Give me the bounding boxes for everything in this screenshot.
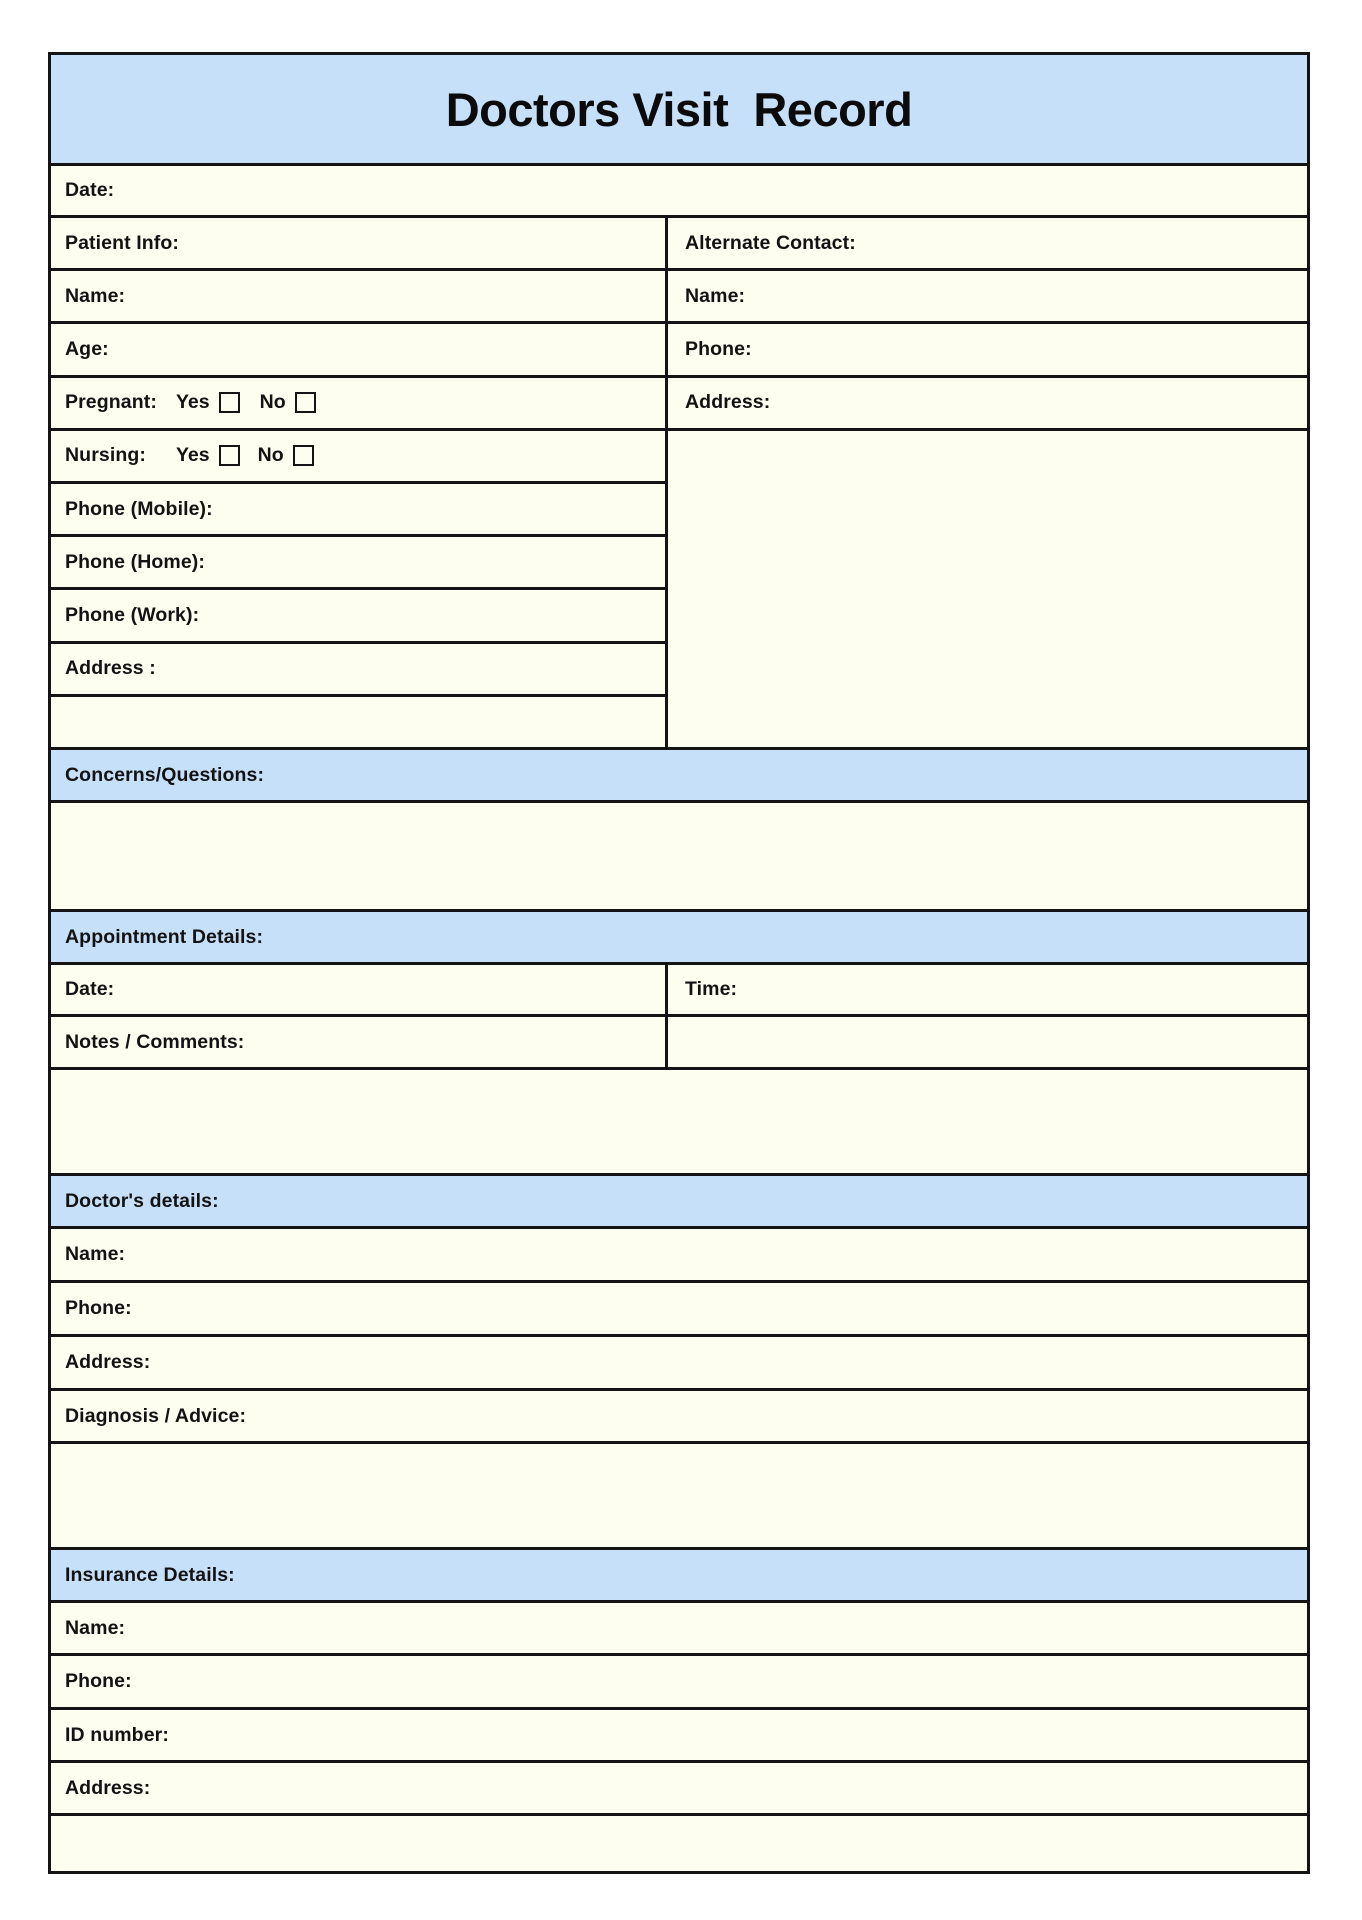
pregnant-field: [51, 378, 665, 431]
nursing-yes-label: Yes: [176, 444, 210, 467]
alternate-name-field[interactable]: [668, 271, 1307, 324]
insurance-phone-field[interactable]: [51, 1656, 1307, 1710]
phone-mobile-field[interactable]: [51, 484, 665, 537]
patient-info-header-cell: [51, 218, 665, 271]
appointment-header-cell: [51, 912, 1307, 965]
insurance-id-field[interactable]: [51, 1710, 1307, 1763]
nursing-field: [51, 431, 665, 484]
doctor-details-header-cell: [51, 1176, 1307, 1229]
patient-name-label: Name:: [65, 284, 126, 307]
insurance-address-write-area[interactable]: [51, 1816, 1307, 1871]
diagnosis-advice-field[interactable]: [51, 1391, 1307, 1444]
insurance-header-cell: [51, 1550, 1307, 1603]
insurance-address-field[interactable]: [51, 1763, 1307, 1816]
alternate-contact-header: Alternate Contact:: [685, 231, 856, 254]
concerns-write-area[interactable]: [51, 803, 1307, 912]
appointment-date-label: Date:: [65, 978, 115, 1000]
insurance-name-field[interactable]: [51, 1603, 1307, 1656]
appointment-time-label: Time:: [685, 978, 738, 1000]
patient-name-field[interactable]: [51, 271, 665, 324]
page-title: Doctors Visit Record: [445, 82, 913, 136]
appointment-time-field[interactable]: [668, 965, 1307, 1014]
notes-comments-side-cell[interactable]: [668, 1017, 1307, 1067]
concerns-header-cell: [51, 750, 1307, 803]
appointment-notes-row: [51, 1017, 1307, 1070]
doctor-address-label: Address:: [65, 1351, 151, 1373]
visit-date-write-area[interactable]: [114, 166, 1307, 215]
appointment-date-field[interactable]: [51, 965, 668, 1014]
visit-date-label: Date:: [65, 179, 115, 201]
nursing-yes-checkbox[interactable]: [219, 445, 240, 466]
phone-work-field[interactable]: [51, 590, 665, 643]
notes-comments-label: Notes / Comments:: [65, 1030, 245, 1053]
nursing-no-checkbox[interactable]: [293, 445, 314, 466]
alternate-phone-field[interactable]: [668, 324, 1307, 377]
alternate-phone-label: Phone:: [685, 337, 752, 360]
diagnosis-advice-write-area[interactable]: [51, 1444, 1307, 1550]
doctor-details-header: Doctor's details:: [65, 1189, 219, 1212]
insurance-id-label: ID number:: [65, 1723, 169, 1746]
insurance-address-label: Address:: [65, 1776, 151, 1799]
alternate-address-label: Address:: [685, 391, 771, 414]
nursing-label: Nursing:: [65, 444, 146, 467]
pregnant-no-checkbox[interactable]: [295, 392, 316, 413]
insurance-header: Insurance Details:: [65, 1563, 235, 1586]
phone-mobile-label: Phone (Mobile):: [65, 497, 213, 520]
doctor-phone-field[interactable]: [51, 1283, 1307, 1337]
visit-date-field[interactable]: [51, 166, 1307, 218]
patient-address-field[interactable]: [51, 644, 665, 697]
pregnant-label: Pregnant:: [65, 391, 157, 414]
doctor-phone-label: Phone:: [65, 1297, 132, 1319]
nursing-no-label: No: [257, 444, 284, 467]
appointment-date-time-row: [51, 965, 1307, 1017]
notes-comments-field[interactable]: [51, 1017, 668, 1067]
form-title-banner: [51, 55, 1307, 166]
phone-work-label: Phone (Work):: [65, 603, 200, 626]
insurance-phone-label: Phone:: [65, 1670, 132, 1692]
pregnant-yes-checkbox[interactable]: [219, 392, 240, 413]
pregnant-no-label: No: [259, 391, 286, 414]
patient-alternate-section: [51, 218, 1307, 750]
doctor-name-label: Name:: [65, 1243, 126, 1265]
phone-home-field[interactable]: [51, 537, 665, 590]
concerns-header: Concerns/Questions:: [65, 763, 265, 786]
appointment-header: Appointment Details:: [65, 925, 264, 948]
doctor-name-field[interactable]: [51, 1229, 1307, 1283]
phone-home-label: Phone (Home):: [65, 550, 205, 573]
patient-age-field[interactable]: [51, 324, 665, 377]
pregnant-yes-label: Yes: [176, 391, 210, 414]
diagnosis-advice-label: Diagnosis / Advice:: [65, 1404, 247, 1427]
doctors-visit-record-form: [48, 52, 1310, 1874]
alternate-contact-column: [668, 218, 1307, 747]
alternate-name-label: Name:: [685, 284, 746, 307]
patient-age-label: Age:: [65, 337, 109, 360]
patient-info-header: Patient Info:: [65, 231, 179, 254]
patient-address-label: Address :: [65, 657, 156, 680]
notes-comments-write-area[interactable]: [51, 1070, 1307, 1176]
alternate-address-field[interactable]: [668, 378, 1307, 431]
patient-info-column: [51, 218, 668, 747]
alternate-address-write-area[interactable]: [668, 431, 1307, 747]
insurance-name-label: Name:: [65, 1616, 126, 1639]
alternate-contact-header-cell: [668, 218, 1307, 271]
doctor-address-field[interactable]: [51, 1337, 1307, 1391]
patient-address-write-area[interactable]: [51, 697, 665, 747]
